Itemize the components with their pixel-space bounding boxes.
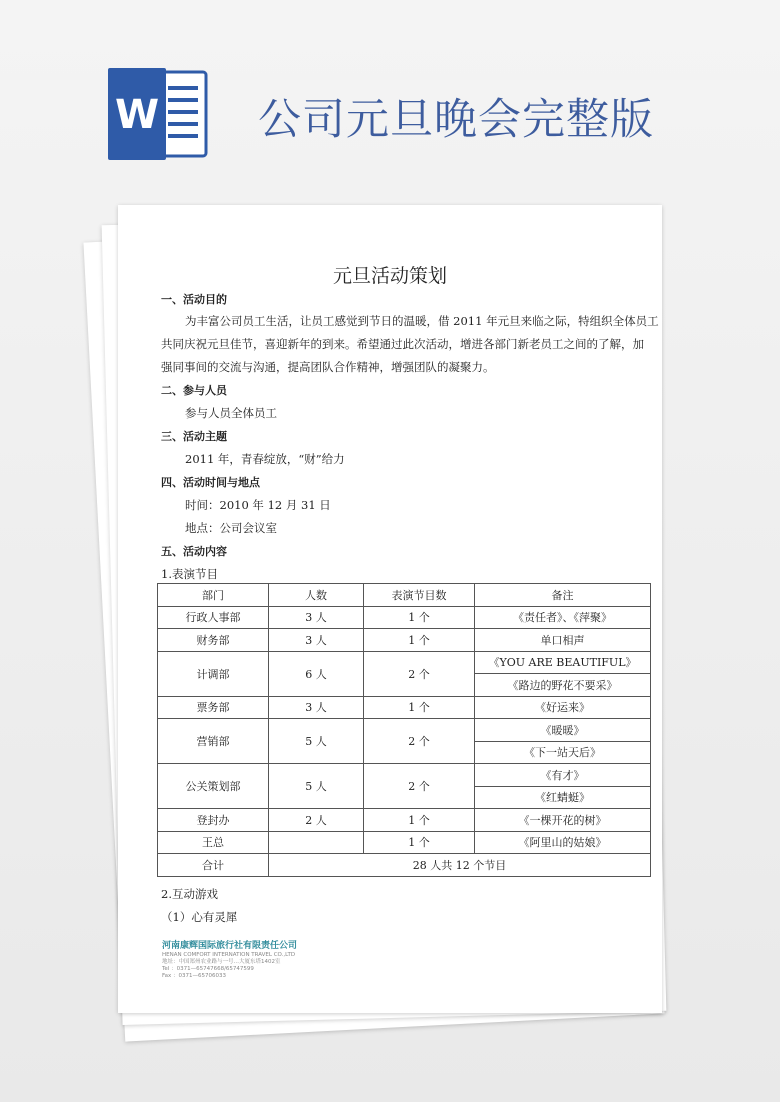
notes-cell: 《好运来》 <box>475 696 651 719</box>
letterhead-footer <box>162 941 297 980</box>
dept-cell: 财务部 <box>158 629 269 652</box>
total-label: 合计 <box>158 854 269 877</box>
column-header: 人数 <box>269 584 364 607</box>
count-cell: 1 个 <box>364 831 475 854</box>
paragraph: 时间：2010 年 12 月 31 日 <box>185 498 331 512</box>
people-cell <box>269 831 364 854</box>
address: 地址：中国郑州农业路与一号…大厦东塔1402室 <box>162 959 281 965</box>
column-header: 备注 <box>475 584 651 607</box>
people-cell: 3 人 <box>269 696 364 719</box>
dept-cell: 营销部 <box>158 719 269 764</box>
svg-text:W: W <box>114 92 160 138</box>
table-row <box>158 719 651 742</box>
word-icon <box>108 68 208 160</box>
doc-title: 元旦活动策划 <box>332 265 447 287</box>
company-name: 河南康辉国际旅行社有限责任公司 <box>162 941 298 951</box>
total-row <box>158 854 651 877</box>
notes-cell: 《红蜻蜓》 <box>475 786 651 809</box>
count-cell: 2 个 <box>364 764 475 809</box>
paragraph: 2011 年，青春绽放，“财”给力 <box>185 452 345 466</box>
dept-cell: 公关策划部 <box>158 764 269 809</box>
section-heading: 五、活动内容 <box>161 545 227 558</box>
table-row <box>158 629 651 652</box>
section-heading: 三、活动主题 <box>161 430 227 443</box>
tel: Tel ：0371—65747668/65747599 <box>162 966 254 972</box>
total-value: 28 人共 12 个节目 <box>269 854 651 877</box>
dept-cell: 计调部 <box>158 651 269 696</box>
dept-cell: 王总 <box>158 831 269 854</box>
count-cell: 1 个 <box>364 629 475 652</box>
section-heading: 一、活动目的 <box>161 293 227 306</box>
notes-cell: 《责任者》、《萍聚》 <box>475 606 651 629</box>
table-row <box>158 606 651 629</box>
paragraph: 地点：公司会议室 <box>185 521 277 535</box>
table-row <box>158 809 651 832</box>
dept-cell: 登封办 <box>158 809 269 832</box>
performance-table <box>157 583 651 877</box>
column-header: 部门 <box>158 584 269 607</box>
people-cell: 6 人 <box>269 651 364 696</box>
people-cell: 3 人 <box>269 629 364 652</box>
notes-cell: 《YOU ARE BEAUTIFUL》 <box>475 651 651 674</box>
page-title: 公司元旦晚会完整版 <box>258 95 654 145</box>
column-header: 表演节目数 <box>364 584 475 607</box>
notes-cell: 《阿里山的姑娘》 <box>475 831 651 854</box>
notes-cell: 《路边的野花不要采》 <box>475 674 651 697</box>
notes-cell: 《有才》 <box>475 764 651 787</box>
paragraph-line: 为丰富公司员工生活，让员工感觉到节日的温暖，借 2011 年元旦来临之际，特组织全体员工 <box>185 314 659 328</box>
notes-cell: 《下一站天后》 <box>475 741 651 764</box>
table-row <box>158 651 651 674</box>
count-cell: 1 个 <box>364 696 475 719</box>
section-heading: 二、参与人员 <box>161 384 227 397</box>
table-row <box>158 696 651 719</box>
count-cell: 1 个 <box>364 606 475 629</box>
people-cell: 2 人 <box>269 809 364 832</box>
table-header-row <box>158 584 651 607</box>
paragraph-line: 强同事间的交流与沟通，提高团队合作精神，增强团队的凝聚力。 <box>161 360 495 374</box>
section-heading: 四、活动时间与地点 <box>161 476 260 489</box>
count-cell: 2 个 <box>364 719 475 764</box>
notes-cell: 单口相声 <box>475 629 651 652</box>
dept-cell: 票务部 <box>158 696 269 719</box>
fax: Fax ：0371—65706033 <box>162 973 227 979</box>
table-row <box>158 831 651 854</box>
people-cell: 5 人 <box>269 764 364 809</box>
subheading: （1）心有灵犀 <box>161 910 238 924</box>
company-name-en: HENAN COMFORT INTERNATION TRAVEL CO.,LTD <box>162 952 296 958</box>
paragraph: 参与人员全体员工 <box>185 406 277 420</box>
people-cell: 5 人 <box>269 719 364 764</box>
notes-cell: 《暖暖》 <box>475 719 651 742</box>
count-cell: 1 个 <box>364 809 475 832</box>
subheading: 2.互动游戏 <box>161 887 218 901</box>
people-cell: 3 人 <box>269 606 364 629</box>
subheading: 1.表演节目 <box>161 567 218 581</box>
notes-cell: 《一棵开花的树》 <box>475 809 651 832</box>
table-row <box>158 764 651 787</box>
count-cell: 2 个 <box>364 651 475 696</box>
dept-cell: 行政人事部 <box>158 606 269 629</box>
paragraph-line: 共同庆祝元旦佳节，喜迎新年的到来。希望通过此次活动，增进各部门新老员工之间的了解，加 <box>161 337 644 351</box>
document-page <box>118 205 662 1013</box>
